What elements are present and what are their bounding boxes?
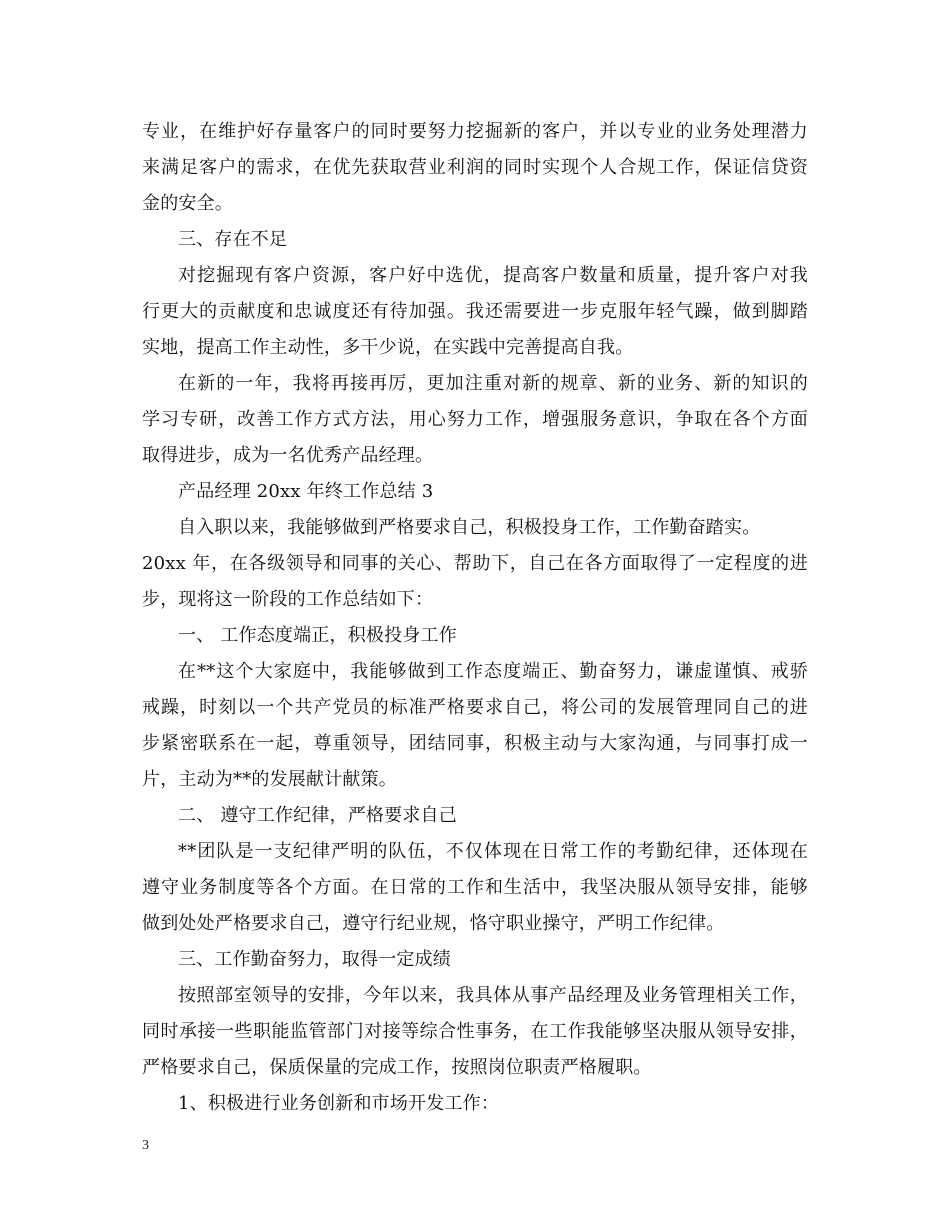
text-line: 步，现将这一阶段的工作总结如下： xyxy=(142,589,434,610)
text-line: 对挖掘现有客户资源，客户好中选优，提高客户数量和质量，提升客户对我 xyxy=(178,265,808,286)
text-line: 行更大的贡献度和忠诚度还有待加强。我还需要进一步克服年轻气躁，做到脚踏 xyxy=(142,301,808,322)
text-line: 实地，提高工作主动性，多干少说，在实践中完善提高自我。 xyxy=(142,337,634,358)
text-line: 来满足客户的需求，在优先获取营业利润的同时实现个人合规工作，保证信贷资 xyxy=(142,157,808,178)
document-subtitle: 产品经理 20xx 年终工作总结 3 xyxy=(178,481,434,502)
text-line: 在**这个大家庭中，我能够做到工作态度端正、勤奋努力，谦虚谨慎、戒骄 xyxy=(178,661,808,682)
text-line: 20xx 年，在各级领导和同事的关心、帮助下，自己在各方面取得了一定程度的进 xyxy=(142,553,808,574)
section-heading: 二、 遵守工作纪律，严格要求自己 xyxy=(178,805,457,826)
section-heading: 1、积极进行业务创新和市场开发工作： xyxy=(178,1093,500,1114)
text-line: **团队是一支纪律严明的队伍，不仅体现在日常工作的考勤纪律，还体现在 xyxy=(178,841,808,862)
text-line: 自入职以来，我能够做到严格要求自己，积极投身工作，工作勤奋踏实。 xyxy=(178,517,761,538)
text-line: 片，主动为**的发展献计献策。 xyxy=(142,769,397,790)
text-line: 在新的一年，我将再接再厉，更加注重对新的规章、新的业务、新的知识的 xyxy=(178,373,808,394)
text-line: 同时承接一些职能监管部门对接等综合性事务，在工作我能够坚决服从领导安排， xyxy=(142,1021,808,1042)
section-heading: 三、工作勤奋努力，取得一定成绩 xyxy=(178,949,451,970)
text-line: 严格要求自己，保质保量的完成工作，按照岗位职责严格履职。 xyxy=(142,1057,652,1078)
document-body xyxy=(142,114,808,1122)
text-line: 戒躁，时刻以一个共产党员的标准严格要求自己，将公司的发展管理同自己的进 xyxy=(142,697,808,718)
text-line: 金的安全。 xyxy=(142,193,233,214)
section-heading: 三、存在不足 xyxy=(178,229,288,250)
text-line: 按照部室领导的安排，今年以来，我具体从事产品经理及业务管理相关工作， xyxy=(178,985,808,1006)
text-line: 学习专研，改善工作方式方法，用心努力工作，增强服务意识，争取在各个方面 xyxy=(142,409,808,430)
page-number: 3 xyxy=(142,1138,149,1153)
section-heading: 一、 工作态度端正，积极投身工作 xyxy=(178,625,457,646)
text-line: 做到处处严格要求自己，遵守行纪业规，恪守职业操守，严明工作纪律。 xyxy=(142,913,725,934)
text-line: 遵守业务制度等各个方面。在日常的工作和生活中，我坚决服从领导安排，能够 xyxy=(142,877,808,898)
text-line: 步紧密联系在一起，尊重领导，团结同事，积极主动与大家沟通，与同事打成一 xyxy=(142,733,808,754)
text-line: 专业，在维护好存量客户的同时要努力挖掘新的客户，并以专业的业务处理潜力 xyxy=(142,121,808,142)
text-line: 取得进步，成为一名优秀产品经理。 xyxy=(142,445,434,466)
